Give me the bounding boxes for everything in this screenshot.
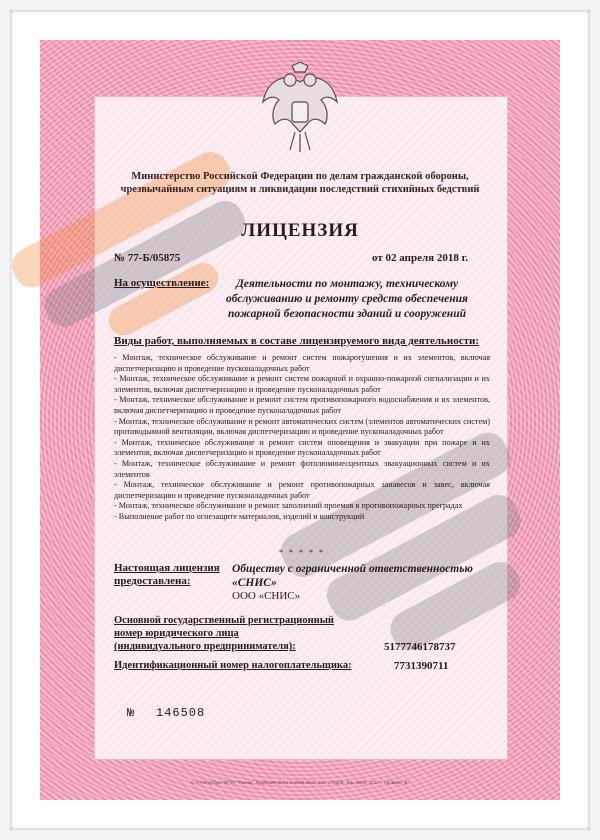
ministry-line-2: чрезвычайным ситуациям и ликвидации последствий стихийных бедствий [120,184,480,195]
ministry-heading [100,170,500,196]
granted-label-line-1: Настоящая лицензия [114,562,220,574]
granted-label [114,562,220,588]
licensed-activity [207,277,487,322]
printer-imprint: © С-Петербург ФГУП "Гознак" Лицензия № 01-4-0009-2011, Зак. 170828, Тир. 5000, 2017 г. Уровень "Б" [190,780,410,785]
activity-line-1: Деятельности по монтажу, техническому [235,278,459,290]
licensee-name-line-1: Обществу с ограниченной ответственностью [232,563,473,575]
work-item: - Монтаж, техническое обслуживание и ремонт автоматических систем (элементов автоматических систем) противодымной вентиляции, включая диспетчеризацию и проведение пусконаладочных работ [114,416,490,437]
granted-label-line-2: предоставлена: [114,575,191,587]
licensee-name [232,562,473,590]
ogrn-label [114,614,334,654]
work-item: - Монтаж, техническое обслуживание и ремонт противопожарных занавесов и завес, включая диспетчеризацию и проведение пусконаладочных работ [114,480,490,500]
ogrn-label-line-1: Основной государственный регистрационный [114,615,334,626]
work-item: - Монтаж, техническое обслуживание и ремонт фотолюминесцентных эвакуационных систем и их элементов [114,458,490,479]
ogrn-label-line-2: номер юридического лица [114,628,239,640]
work-item: - Монтаж, техническое обслуживание и ремонт систем оповещения и эвакуации при пожаре и их элементов, включая диспетчеризацию и проведение пусконаладочных работ [114,437,490,458]
ogrn-label-line-3: (индивидуального предпринимателя): [114,641,296,653]
work-item: - Монтаж, техническое обслуживание и ремонт систем пожаротушения и их элементов, включая диспетчеризацию и проведение пусконаладочных работ [114,353,490,373]
activity-line-2: обслуживанию и ремонту средств обеспечения [226,293,468,305]
works-list [114,353,490,523]
eagle-emblem-icon [255,62,345,154]
inn-value: 7731390711 [394,660,449,672]
serial-number-mark: № [127,706,135,720]
work-item: - Монтаж, техническое обслуживание и ремонт заполнений проемов в противопожарных преградах [114,501,463,511]
licensee-name-line-2: «СНИС» [232,577,277,589]
separator-stars: * * * * * [279,548,325,557]
works-header: Виды работ, выполняемых в составе лицензируемого вида деятельности: [114,335,479,347]
license-number: № 77-Б/05875 [114,252,181,264]
ministry-line-1: Министерство Российской Федерации по делам гражданской обороны, [131,171,469,182]
serial-number: 146508 [156,706,206,720]
document-title: ЛИЦЕНЗИЯ [241,220,359,241]
ogrn-value: 5177746178737 [384,641,456,653]
work-item: - Выполнение работ по огнезащите материалов, изделий и конструкций [114,511,365,521]
activity-line-3: пожарной безопасности зданий и сооружений [228,308,466,320]
work-item: - Монтаж, техническое обслуживание и ремонт систем противопожарного водоснабжения и их элементов, включая диспетчеризацию и проведение пусконаладочных работ [114,395,490,415]
license-date: от 02 апреля 2018 г. [372,252,469,264]
implementation-label: На осуществление: [114,277,210,289]
work-item: - Монтаж, техническое обслуживание и ремонт систем пожарной и охранно-пожарной сигнализации и их элементов, включая диспетчеризацию и проведение пусконаладочных работ [114,374,490,394]
licensee-short-name: ООО «СНИС» [232,590,301,602]
inn-label: Идентификационный номер налогоплательщика: [114,660,352,671]
